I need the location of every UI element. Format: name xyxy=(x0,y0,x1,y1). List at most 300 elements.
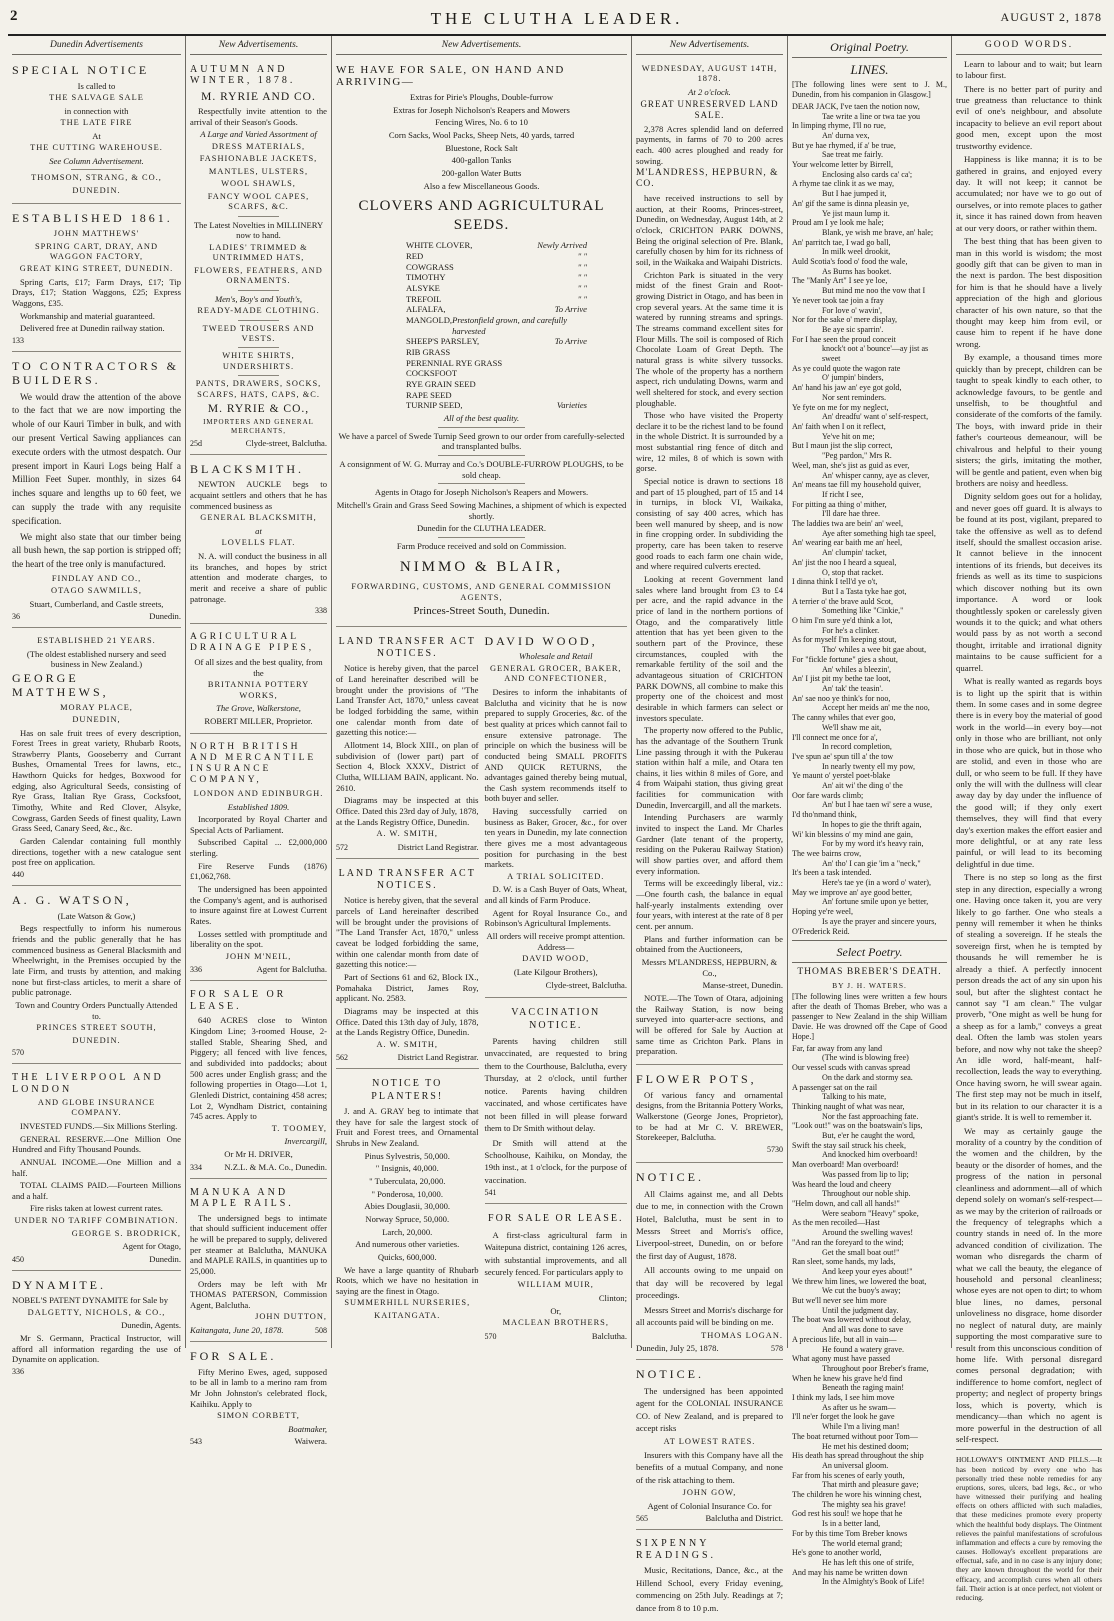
poem-line: The children he wore his winning chest, xyxy=(792,1490,922,1500)
ad-number: 562 xyxy=(336,1053,348,1063)
seed-name: TURNIP SEED, xyxy=(406,400,463,411)
ad-item: " Insignis, 40,000. xyxy=(375,1163,439,1174)
ad-line: Fire risks taken at lowest current rates. xyxy=(30,1203,163,1214)
poem-line: An' dreadfu' want o' self-respect, xyxy=(822,412,929,422)
ad-line: Mitchell's Grain and Grass Seed Sowing Machines, a shipment of which is expected shortly. xyxy=(336,499,627,521)
poem-line: I'll dare hae three. xyxy=(822,509,881,519)
poem-line: For he's a clinker. xyxy=(822,625,880,635)
ad-for-sale-ewes xyxy=(190,1345,327,1452)
poem-line: An' means tae fill my household quiver, xyxy=(792,480,922,490)
ad-heading: MANUKA AND MAPLE RAILS. xyxy=(190,1186,294,1210)
divider xyxy=(438,483,525,484)
ad-sub: NOBEL'S PATENT DYNAMITE for Sale by xyxy=(12,1295,168,1306)
ad-heading: AGRICULTURAL DRAINAGE PIPES, xyxy=(190,632,315,653)
poem-line: As ye could quote the wagon rate xyxy=(792,363,901,373)
ad-body: Diagrams may be inspected at this Office. Dated this 13th day of July, 1878, at the Lands Registry Office, Dunedin. xyxy=(336,1005,479,1038)
ad-body: Insurers with this Company have all the benefits of a mutual Company, and none of the risk attaching to them. xyxy=(636,1450,783,1485)
column-2 xyxy=(186,36,332,1447)
poem-line: Was passed from lip to lip; xyxy=(822,1169,909,1179)
ad-body: Desires to inform the inhabitants of Balclutha and vicinity that he is now prepared to supply Groceries, &c. of the best quality at prices which cannot fail to ensure extensive patronage. The principle on which the business will be conducted being SMALL PROFITS AND QUICK RETURNS, the advantages gained thereby being mutual, the Cash system recommends itself to both buyer and seller. xyxy=(484,686,627,804)
seed-row xyxy=(336,262,627,273)
poem-line: An' ait wi' the ding o' the xyxy=(822,781,903,791)
ad-heading: FOR SALE OR LEASE. xyxy=(488,1213,624,1225)
column-5 xyxy=(788,36,952,1587)
ad-date: Dunedin, July 25, 1878. xyxy=(636,1343,719,1354)
ad-body: Respectfully invite attention to the arrival of their Season's Goods. xyxy=(190,106,327,127)
ad-item: " Ponderosa, 10,000. xyxy=(371,1188,444,1199)
ad-signature: A. W. SMITH, xyxy=(376,1039,439,1049)
poem-line: Ran sleet, some hands, my lads, xyxy=(792,1257,896,1267)
poem-line: But we'll never see him more xyxy=(792,1296,887,1306)
ad-item: " Tuberculata, 20,000. xyxy=(369,1175,446,1186)
ad-body: Special notice is drawn to sections 18 and part of 15 ploughed, part of 15 and 14 in turnips, in block VI, Waikaka, consisting of say 400 acres, which has been well manured by sheep, and is now in fine cropping order. In subdividing the property, care has been taken to reserve good roads to each farm one chain wide, and where required culverts erected. xyxy=(636,476,783,572)
poem-line: He met his destined doom; xyxy=(822,1441,909,1451)
ad-body: Plans and further information can be obtained from the Auctioneers, xyxy=(636,933,783,955)
poem-line: May we improve an' aye good better, xyxy=(792,887,913,897)
ad-heading: BLACKSMITH. xyxy=(190,461,305,476)
ad-body: Having successfully carried on business as Baker, Grocer, &c., for over ten years in Dunedin, my late connection there gives me a most advantageous position for purchasing in the best markets. xyxy=(484,806,627,870)
ad-sub: GENERAL GROCER, BAKER, AND CONFECTIONER, xyxy=(490,664,622,684)
ad-body: Terms will be exceedingly liberal, viz.:—One fourth cash, the balance in equal half-yearly instalments extending over four years, with interest at the rate of 8 per cent. per annum. xyxy=(636,878,783,932)
paragraph: The best thing that has been given to man in this world is wisdom; the most goodly gift that can be given to man in the next is pardon. The best disposition for him is that he should have a lively appreciation of the high and glorious character of his own nature, so that the thought may keep him from evil, or cause him to repent if he have done wrong. xyxy=(956,236,1102,349)
divider xyxy=(438,455,525,456)
poem-line: Were seaborn "Heavy" spoke, xyxy=(822,1208,919,1218)
poem-line: In milk weel drookit, xyxy=(822,247,891,257)
ad-sub: (Late Watson & Gow,) xyxy=(57,910,136,921)
poem-line: As Burns has booket. xyxy=(822,266,892,276)
ad-body: Agent for Royal Insurance Co., and Robinson's Agricultural Implements. xyxy=(484,907,627,929)
poem-line: In record completion, xyxy=(822,742,892,752)
poem-line: The laddies twa are bein' an' weel, xyxy=(792,519,904,529)
ad-body: Delivered free at Dunedin railway station. xyxy=(20,323,165,334)
seed-name: ALFALFA, xyxy=(406,304,446,315)
ad-body: Of various fancy and ornamental designs, from the Britannia Pottery Works, Walkerstone (George Jones, Proprietor), to be had at Mr C. V. BREWER, Storekeeper, Balclutha. xyxy=(636,1089,783,1143)
ad-item: DRESS MATERIALS, xyxy=(211,141,306,151)
poem-line: "And ran the foreyard to the wind; xyxy=(792,1237,904,1247)
poem-line: And keep your eyes about!" xyxy=(822,1266,913,1276)
divider xyxy=(71,169,122,170)
ad-matthews-factory xyxy=(12,207,181,352)
ad-body: All Claims against me, and all Debts due to me, in connection with the Crown Hotel, Balclutha, must be sent in to Messrs Street and Morris's office, Liverpool-street, Dunedin, on or before the first day of August, 1878. xyxy=(636,1188,783,1261)
ad-signature: District Land Registrar. xyxy=(397,841,479,852)
ad-signature: Agent of Colonial Insurance Co. for xyxy=(647,1500,772,1511)
ad-heading: WE HAVE FOR SALE, ON HAND AND ARRIVING— xyxy=(336,63,565,89)
poem-line: "Helm down, and call all hands!" xyxy=(792,1198,900,1208)
ad-signature: Messrs M'LANDRESS, HEPBURN, & Co., xyxy=(641,956,778,978)
ad-blacksmith xyxy=(190,458,327,624)
column-6 xyxy=(952,36,1106,1602)
ad-flower-pots xyxy=(636,1068,783,1163)
poem-line: Weel, man, she's jist as guid as ever, xyxy=(792,460,910,470)
column-3-left xyxy=(336,630,479,1350)
paragraph: Dignity seldom goes out for a holiday, and never goes off guard. It is always to be found at its post, vigilant, prepared to take the offensive as well as to defend itself, should the smallest occasion arise. It cannot believe in the innocent intentions of its friends, but deceives its friends as well as its time to suspicions which discover nothing but its own importance. A word or look thoughtlessly spoken or carelessly given wounds it to the quick; and what others would pass by as not worth a second thought, irritable and irrational dignity maintains to be cause sufficient for a quarrel. xyxy=(956,491,1102,673)
ad-line: We have a parcel of Swede Turnip Seed grown to our order from carefully-selected and transplanted bulbs. xyxy=(338,430,625,452)
column-header: GOOD WORDS. xyxy=(956,36,1102,55)
ad-body: have received instructions to sell by auction, at their Rooms, Princes-street, Dunedin, on Wednesday, August 14th, at 2 o'clock, CRICHTON PARK DOWNS, Being the original selection of Pre. Blank, carefully chosen by him for its richness of soil, in the Waikaka and Waipahi Districts. xyxy=(636,193,783,267)
masthead xyxy=(8,6,1106,36)
ad-signature: JOHN DUTTON, xyxy=(255,1312,327,1322)
ad-heading: FOR SALE. xyxy=(190,1348,277,1363)
poem-line: The canny whiles that ever goo, xyxy=(792,713,896,723)
poem-line: The "Manly Art" I see ye loe, xyxy=(792,276,888,286)
poem-line: Tae write a line or twa tae you xyxy=(822,111,921,121)
poem-line: An' wearing ear baith me an' heel, xyxy=(792,538,903,548)
ad-body: Notice is hereby given, that the parcel of Land hereinafter described will be brought under the provisions of "The Land Transfer Act, 1870," unless caveat be lodged forbidding the same, within one calendar month from date of gazetting this notice:— xyxy=(336,663,479,738)
ad-number: 5730 xyxy=(767,1144,783,1154)
ad-body: Crichton Park is situated in the very midst of the finest Grain and Root-growing District in Otago, and has been in crop several years. At the same time it is watered by running streams and springs. The streams command excellent sites for Flour Mills. The soil is composed of Rich Chocolate Loam of Great Depth. The natural grass is white silvery tussocks. The whole of the property has a northern aspect, rich undulating Downs, warm and well sheltered for stock, and every section ploughable. xyxy=(636,269,783,408)
poem-line: If richt I see, xyxy=(822,489,864,499)
ad-body: Incorporated by Royal Charter and Special Acts of Parliament. xyxy=(190,814,327,835)
ad-notice-logan xyxy=(636,1166,783,1360)
ad-signature: THOMAS LOGAN. xyxy=(701,1330,783,1340)
ad-body: J. and A. GRAY beg to intimate that they have for sale the largest stock of Fruit and Forest trees, and Ornamental Shrubs in New Zealand. xyxy=(336,1105,479,1148)
ad-signature: SIMON CORBETT, xyxy=(217,1411,300,1421)
ad-trial: A TRIAL SOLICITED. xyxy=(507,872,605,882)
ad-place: Dunedin, Agents. xyxy=(121,1320,181,1331)
divider xyxy=(438,537,525,538)
column-1 xyxy=(8,36,186,1377)
ad-line: UNDER NO TARIFF COMBINATION. xyxy=(14,1216,179,1226)
ad-item: FLOWERS, FEATHERS, AND ORNAMENTS. xyxy=(194,265,323,286)
poem-line: Get the small boat out!" xyxy=(822,1247,900,1257)
ad-body: All orders will receive prompt attention. Address— xyxy=(486,931,625,952)
ad-body: NEWTON AUCKLE begs to acquaint settlers and others that he has commenced business as xyxy=(190,479,327,511)
seed-note: " " xyxy=(577,293,587,304)
ad-heading: THE LIVERPOOL AND LONDON xyxy=(12,1072,164,1095)
ad-heading: DAVID WOOD, xyxy=(484,633,598,648)
ad-holloway: HOLLOWAY'S OINTMENT AND PILLS.—It has been noticed by every one who has personally tried these noble remedies for any eruptions, sores, ulcers, bad legs, &c., or who have witnessed their purifying and healing effects on others afflicted with such maladies, that these medicines promote every property which the healthful body displays. The Ointment relieves the painful manifestations of scrofulous inflammation and effects a cure by removing the causes. Holloway's excellent preparations are effectual, safe, and in no case is any injury done; they are known throughout the world for their efficacy, and accomplish cures when all others fail. Their action is at once perfect, not violent or reducing. xyxy=(956,1455,1102,1602)
ad-line: 400-gallon Tanks xyxy=(451,155,512,166)
ad-number: 36 xyxy=(12,612,20,622)
ad-body: D. W. is a Cash Buyer of Oats, Wheat, and all kinds of Farm Produce. xyxy=(484,884,627,906)
ad-signature: SUMMERHILL NURSERIES, xyxy=(344,1298,471,1308)
ad-body: Fire Reserve Funds (1876) £1,062,768. xyxy=(190,860,327,882)
ad-number: 450 xyxy=(12,1254,24,1264)
poem-line: The mighty sea his grave! xyxy=(822,1499,907,1509)
ad-place: DUNEDIN. xyxy=(72,1035,121,1045)
ad-body: Diagrams may be inspected at this Office. Dated this 23rd day of July, 1878, at the Lands Registry Office, Dunedin. xyxy=(336,795,479,827)
ad-item: TWEED TROUSERS AND VESTS. xyxy=(202,323,315,344)
ad-body: Parents having children still unvaccinated, are requested to bring them to the Courthouse, Balclutha, every Thursday, at 2 o'clock, until further notice. Parents having children vaccinated, and whose certificates have not been filled in will please forward them to Dr Smith without delay. xyxy=(484,1035,627,1134)
ad-line: TOTAL CLAIMS PAID.—Fourteen Millions and a half. xyxy=(12,1180,181,1201)
poem-line: The boat returned without poor Tom— xyxy=(792,1431,918,1441)
poem-line: He has left this one of strife, xyxy=(822,1558,914,1567)
ad-heading: NORTH BRITISH AND MERCANTILE INSURANCE COMPANY, xyxy=(190,742,317,786)
ad-body: A first-class agricultural farm in Waitepuna district, containing 126 acres, with substantial improvements, and all securely fenced. For particulars apply to xyxy=(484,1229,627,1278)
seed-name: RAPE SEED xyxy=(406,389,452,400)
poem-line: That mirth and pleasure gave; xyxy=(822,1480,919,1490)
poem-line: The wee bairns crow, xyxy=(792,848,862,858)
seed-name: SHEEP'S PARSLEY, xyxy=(406,336,480,347)
ad-heading: FOR SALE OR LEASE. xyxy=(190,989,287,1012)
poem-line: Proud am I ye look me hale; xyxy=(792,218,884,228)
poem-line: An' tho' I can gie 'im a "neck," xyxy=(822,858,921,868)
ad-signature: JOHN M'NEIL, xyxy=(225,952,292,962)
ad-firm-sub: FORWARDING, CUSTOMS, AND GENERAL COMMISSION AGENTS, xyxy=(351,582,612,602)
seed-row xyxy=(336,251,627,262)
ad-item: Abies Douglasii, 30,000. xyxy=(364,1201,451,1212)
poem-line: The world eternal grand; xyxy=(822,1538,903,1548)
ad-number: 570 xyxy=(484,1331,497,1341)
ad-notice-planters xyxy=(336,1072,479,1328)
poem-body xyxy=(792,1044,947,1587)
seed-row xyxy=(336,272,627,283)
ad-sub: Of all sizes and the best quality, from the xyxy=(194,656,323,678)
ad-body: Music, Recitations, Dance, &c., at the Hillend School, every Friday evening, commencing on 25th July. Readings at 7; dance from 8 to 10 p.m. xyxy=(636,1565,783,1613)
sale-date: WEDNESDAY, AUGUST 14TH, 1878. xyxy=(641,63,778,84)
poem-line: A terrier o' the brave auld Scot, xyxy=(792,596,894,606)
ad-land-transfer-2 xyxy=(336,862,479,1070)
poem-line: But I maun jist the slip correct, xyxy=(792,441,893,451)
ad-body: We have a large quantity of Rhubarb Roots, which we have no hesitation in saying are the finest in Otago. xyxy=(336,1264,479,1296)
ad-line: INVESTED FUNDS.—Six Millions Sterling. xyxy=(20,1120,178,1131)
sale-time: At 2 o'clock. xyxy=(688,86,731,97)
ad-body: A Large and Varied Assortment of xyxy=(200,129,317,140)
ad-item: WHITE SHIRTS, UNDERSHIRTS. xyxy=(222,351,295,371)
poem-line: Auld Scotia's food o' food the wale, xyxy=(792,257,908,267)
seed-name: COCKSFOOT xyxy=(406,368,458,379)
seed-name: RIB GRASS xyxy=(406,347,451,358)
ad-item: Pinus Sylvestris, 50,000. xyxy=(364,1150,450,1161)
seed-name: PERENNIAL RYE GRASS xyxy=(406,357,503,368)
ad-place: Waiwera. xyxy=(294,1436,327,1447)
ad-number: 25d xyxy=(190,438,202,448)
poem-line: But I hae jumped it, xyxy=(822,189,887,199)
poem-line: An' whiles a bleezin', xyxy=(822,664,891,674)
ad-body: Allotment 14, Block XIII., on plan of subdivision of (lower part) part of Section 4, Block XXXV., District of Clutha, WILLIAM BAIN, applicant. No. 2610. xyxy=(336,739,479,793)
poem-line: Far, far away from any land xyxy=(792,1043,883,1053)
column-header: New Advertisements. xyxy=(636,36,783,55)
ad-line: THE LATE FIRE xyxy=(60,118,133,128)
poem-line: Enclosing also cards ca' ca'; xyxy=(822,169,913,179)
poem-line: A rhyme tae clink it as we may, xyxy=(792,179,894,189)
ad-number: 336 xyxy=(190,965,202,975)
sale-title: GREAT UNRESERVED LAND SALE. xyxy=(640,99,779,121)
column-header: New Advertisements. xyxy=(190,36,327,55)
ad-body: Looking at recent Government land sales where land brought from £3 to £4 per acre, and the rapid advance in the price of land in the northern portions of Otago, and the comparatively little attention that has yet been given to the southern part of the Province, these circumstances, coupled with the remarkable fertility of the soil and the advantageous situation of CRICHTON PARK DOWNS, all combine to make this property one of the choicest and most desirable in which farmers can select or investors speculate. xyxy=(636,574,783,723)
ad-line: Bluestone, Rock Salt xyxy=(445,142,518,153)
seed-note: Prestonfield grown, and carefully harvested xyxy=(452,315,568,336)
seed-row xyxy=(336,315,627,336)
ad-sub: Wholesale and Retail xyxy=(518,651,593,662)
poem-line: Far from his scenes of early youth, xyxy=(792,1470,905,1480)
ad-heading: NOTICE. xyxy=(636,1169,704,1184)
poem-line: Ye never took tae join a fray xyxy=(792,295,884,305)
ad-body: Town and Country Orders Punctually Attended to. xyxy=(15,999,178,1021)
ad-signature: Agent for Otago, xyxy=(122,1240,181,1251)
poem-line: Be aye sic sparrin'. xyxy=(822,324,884,334)
ad-number: 338 xyxy=(315,606,327,616)
ad-heading: TO CONTRACTORS & BUILDERS. xyxy=(12,358,179,387)
paragraph: We may as certainly gauge the morality of a country by the condition of the women and the children, by the beauty or the disorder of homes, and the progress of the nation in personal cleanliness and adornment—all of which depend solely on woman's self-respect—as we may by the criterion of railroads or the frequency of telegraphs which a country stands in need of. In the more advanced condition of civilization. The woman who disregards the charm of what we call the beauty, the elegance of household and personal cleanliness; whose eyes are not open to dirt; to whom blue lines, no dames, personal unloveliness no disgrace, home disorder no neglect of natural duty, are mainly supporting the most comparative sure to result from this unconscious condition of home life. With personal disregard comes personal degradation; with indifference to home comfort, neglect of property; and neglect of property brings loss, which is poverty, which is mendicancy—than which no agent is more powerful in the destruction of all self-respect. xyxy=(956,1125,1102,1444)
ad-line: Dunedin for the CLUTHA LEADER. xyxy=(416,523,547,534)
ad-place: The Grove, Walkerstone, xyxy=(216,703,301,714)
poem-line: An' tak' the teasin'. xyxy=(822,683,884,693)
poem-line: God rest his soul! we hope that he xyxy=(792,1509,903,1519)
ad-heading: AUTUMN AND WINTER, 1878. xyxy=(190,63,296,87)
poem-line: Throughout our noble ship. xyxy=(822,1189,911,1199)
ad-firm: NIMMO & BLAIR, xyxy=(399,558,564,575)
poem-line: knock't oot a' bounce'—ay jist as sweet xyxy=(822,344,929,364)
ad-place: Clyde-street, Balclutha. xyxy=(245,437,327,448)
ad-body: Dr Smith will attend at the Schoolhouse, Kaihiku, on Monday, the 19th inst., at 1 o'clock, for the purpose of vaccination. xyxy=(484,1137,627,1185)
ad-item: WOOL SHAWLS, xyxy=(221,179,296,189)
poem-line: I'd tho'nmand think, xyxy=(792,810,857,820)
poem-line: While I'm a living man! xyxy=(822,1422,900,1432)
poem-line: An' clumpin' tacket, xyxy=(822,548,887,558)
poem-line: An' but I hae taen wi' sere a wuse, xyxy=(822,800,933,810)
seed-row xyxy=(336,283,627,294)
poem-line: Wi' kin blessins o' my mind ane gain, xyxy=(792,829,913,839)
poem-line: Our vessel scuds with canvas spread xyxy=(792,1063,911,1073)
ad-body: The undersigned has been appointed the Company's agent, and is authorised to insure against fire at Lowest Current Rates. xyxy=(190,884,327,927)
ad-heading: LAND TRANSFER ACT NOTICES. xyxy=(338,635,476,659)
ad-body: The undersigned begs to intimate that should sufficient inducement offer he will be prepared to supply, delivered per steamer at Balclutha, MANUKA and MAPLE RAILS, in quantities up to 25,000. xyxy=(190,1212,327,1276)
paragraph: There is no better part of purity and true greatness than reluctance to think evil of one's neighbour, and absolute incapacity to believe an evil report about good men, except upon the most trustworthy evidence. xyxy=(956,83,1102,151)
ad-signature: MACLEAN BROTHERS, xyxy=(502,1318,609,1328)
ad-at: at xyxy=(255,525,262,536)
ad-signature: IMPORTERS AND GENERAL MERCHANTS, xyxy=(203,418,314,436)
column-header: Dunedin Advertisements xyxy=(12,36,181,55)
ad-item: LADIES' TRIMMED & UNTRIMMED HATS, xyxy=(209,242,308,263)
poem-note: [The following lines were sent to J. M., Dunedin, from his companion in Glasgow.] xyxy=(792,79,947,99)
page-number: 2 xyxy=(10,8,18,24)
ad-place: MORAY PLACE, xyxy=(60,702,133,712)
ad-number: 336 xyxy=(12,1367,24,1377)
ad-place: DUNEDIN, xyxy=(72,715,121,725)
ad-signature: JOHN GOW, xyxy=(682,1488,737,1498)
ad-body: Workmanship and material guaranteed. xyxy=(20,310,155,321)
ad-place: Balclutha. xyxy=(591,1330,627,1341)
poem-line: O' jumpin' binders, xyxy=(822,373,884,383)
poem-line: But I a Tasta tyke hae got, xyxy=(822,586,907,596)
poem-line: Something like "Cinkie," xyxy=(822,606,904,616)
poem-body xyxy=(792,102,947,936)
ad-address: Princes-Street South, Dunedin. xyxy=(413,604,550,617)
ad-note: NOTE.—The Town of Otara, adjoining the Railway Station, is now being surveyed into quarter-acre sections, and will be offered for Sale by Auction at same time as Crichton Park. Plans in preparation. xyxy=(636,992,783,1057)
poem-line: O'Frederick Reid. xyxy=(792,926,850,936)
ad-place: Dunedin. xyxy=(149,1253,181,1264)
ad-for-sale-lease xyxy=(190,984,327,1178)
seed-note: " " xyxy=(577,261,587,272)
poem-note: [The following lines were written a few hours after the death of Thomas Breber, who was a passenger to New Zealand in the ship William Davie. He was drowned off the Cape of Good Hope.] xyxy=(792,992,947,1041)
poem-line: I've spun ae' spun till a' the tow xyxy=(792,751,894,761)
poem-line: He's gone to another world, xyxy=(792,1548,882,1558)
ad-established: Established 1809. xyxy=(227,801,290,812)
seed-name: RYE GRAIN SEED xyxy=(406,379,476,390)
ad-place: N.Z.L. & M.A. Co., Dunedin. xyxy=(224,1161,327,1172)
ad-nimmo-blair xyxy=(336,59,627,627)
poem-line: And may his name be written down xyxy=(792,1567,908,1577)
ad-for-sale-farm xyxy=(485,1207,628,1346)
poem-line: His death has spread throughout the ship xyxy=(792,1451,924,1461)
ad-body: 2,378 Acres splendid land on deferred payments, in farms of 70 to 200 acres each. 400 acres ploughed and ready for sowing. xyxy=(636,123,783,166)
ad-number: 133 xyxy=(12,336,24,346)
poem-line: For "fickle fortune" gies a shout, xyxy=(792,654,898,664)
divider xyxy=(438,427,525,428)
ad-heading: GEORGE MATTHEWS, xyxy=(12,671,109,699)
ad-signature: OTAGO SAWMILLS, xyxy=(51,586,142,596)
poem-line: An' gif the same is dinna pleasin ye, xyxy=(792,198,909,208)
ad-david-wood xyxy=(485,630,628,999)
ad-line: See Column Advertisement. xyxy=(49,155,144,166)
poem-line: Was heard the loud and cheery xyxy=(792,1179,892,1189)
poem-line: On the dark and stormy sea. xyxy=(822,1072,913,1082)
paragraph: What is really wanted as regards boys is to light up the spirit that is within them. In some cases and in some degree there is in every boy the material of good work in the world—in every boy—not only in those who are brilliant, not only in those who are quick, but in those who are stolid, and even in those who are dull, or who seem to be full. If they have only the will with the dullness will clear away day by day under the influence of the good will; if they only exert themselves, they will find that every day's exertion makes the effort easier and more delightful, or at any rate less painful, or will lead to its becoming delightful in due time. xyxy=(956,676,1102,869)
seed-list xyxy=(336,240,627,411)
ad-body: Men's, Boy's and Youth's, xyxy=(214,293,303,304)
seed-name: MANGOLD, xyxy=(406,315,453,326)
seed-row xyxy=(336,336,627,347)
ad-line: Agents in Otago for Joseph Nicholson's Reapers and Mowers. xyxy=(374,487,589,498)
poem-line: Is aye the prayer and sincere yours, xyxy=(822,916,937,926)
ad-vaccination xyxy=(485,1001,628,1204)
issue-date: AUGUST 2, 1878 xyxy=(1000,10,1102,24)
ad-signature: M. RYRIE & CO., xyxy=(207,403,310,416)
ad-works: BRITANNIA POTTERY WORKS, xyxy=(207,680,310,700)
ad-line: All of the best quality. xyxy=(443,412,520,423)
seed-name: TREFOIL xyxy=(406,293,442,304)
paragraph: Learn to labour and to wait; but learn to labour first. xyxy=(956,58,1102,81)
ad-line: in connection with xyxy=(64,105,129,116)
ad-line: 200-gallon Water Butts xyxy=(441,167,522,178)
ad-signature: DALGETTY, NICHOLS, & CO., xyxy=(27,1308,166,1317)
poem-line: Swift the stay sail struck his cheek, xyxy=(792,1140,906,1150)
poem-line: In hopes to gie the thrift again, xyxy=(822,819,922,829)
ad-item: FANCY WOOL CAPES, SCARFS, &C. xyxy=(207,191,310,212)
seed-note: Varieties xyxy=(556,400,587,411)
poem-line: For by my word it's heavy rain, xyxy=(822,839,924,849)
ad-signature: Clinton; xyxy=(598,1292,627,1303)
poem-line: Until the judgment day. xyxy=(822,1305,899,1315)
seed-row xyxy=(336,379,627,390)
ad-item: Quicks, 600,000. xyxy=(377,1251,437,1262)
divider xyxy=(238,347,279,348)
ad-george-matthews xyxy=(12,631,181,886)
ad-ryrie xyxy=(190,59,327,455)
poem-line: I think my lads, I see him move xyxy=(792,1393,895,1403)
ad-sub: LONDON AND EDINBURGH. xyxy=(193,789,324,799)
ad-item: MANTLES, ULSTERS, xyxy=(208,166,309,176)
ad-body: All accounts owing to me unpaid on that day will be recovered by legal proceedings. xyxy=(636,1265,783,1301)
good-words-body xyxy=(956,59,1102,1446)
paragraph: By example, a thousand times more quickly than by precept, children can be taught to speak kindly to each other, to acknowledge favours, to be gentle and unselfish, to be thoughtful and considerate of the comforts of the family. The boys, with inward pride in their father's courteous demeanour, will be chivalrous and helpful to their young sisters; the girls, imitating the mother, will be gentle and patient, even when big brothers are noisy and heedless. xyxy=(956,352,1102,488)
ad-item: PANTS, DRAWERS, SOCKS, SCARFS, HATS, CAPS, &C. xyxy=(195,379,322,399)
seed-row xyxy=(336,390,627,401)
poem-line: Ye maunt o' yerstel poet-blake xyxy=(792,771,891,781)
poem-line: For I hae seen the proud conceit xyxy=(792,334,896,344)
ad-signature: Stuart, Cumberland, and Castle streets, xyxy=(29,598,164,609)
ad-number: 541 xyxy=(484,1188,497,1198)
ad-item: READY-MADE CLOTHING. xyxy=(197,306,320,316)
ad-address: GREAT KING STREET, DUNEDIN. xyxy=(19,264,174,274)
poem-line: In limping rhyme, I'll no rue, xyxy=(792,121,886,131)
paper-title: THE CLUTHA LEADER. xyxy=(430,9,684,28)
ad-heading: NOTICE TO PLANTERS! xyxy=(371,1078,444,1102)
poem-line: And knocked him overboard! xyxy=(822,1150,918,1160)
ad-signature: Or Mr H. DRIVER, xyxy=(224,1149,293,1159)
poem-author: BY J. H. WATERS. xyxy=(832,980,907,990)
ad-number: 565 xyxy=(636,1514,648,1524)
poem-line: Hoping ye're weel, xyxy=(792,907,854,917)
ad-drainage xyxy=(190,627,327,734)
ad-item: Norway Spruce, 50,000. xyxy=(365,1213,450,1224)
poem-line: An' fortune smile upon ye better, xyxy=(822,897,929,907)
ad-place: LOVELLS FLAT. xyxy=(221,538,296,548)
poem-line: An' hand his jaw an' eye got gold, xyxy=(792,383,902,393)
ad-signature: Manse-street, Dunedin. xyxy=(702,980,783,991)
ad-line: Corn Sacks, Wool Packs, Sheep Nets, 40 yards, tarred xyxy=(388,130,575,141)
